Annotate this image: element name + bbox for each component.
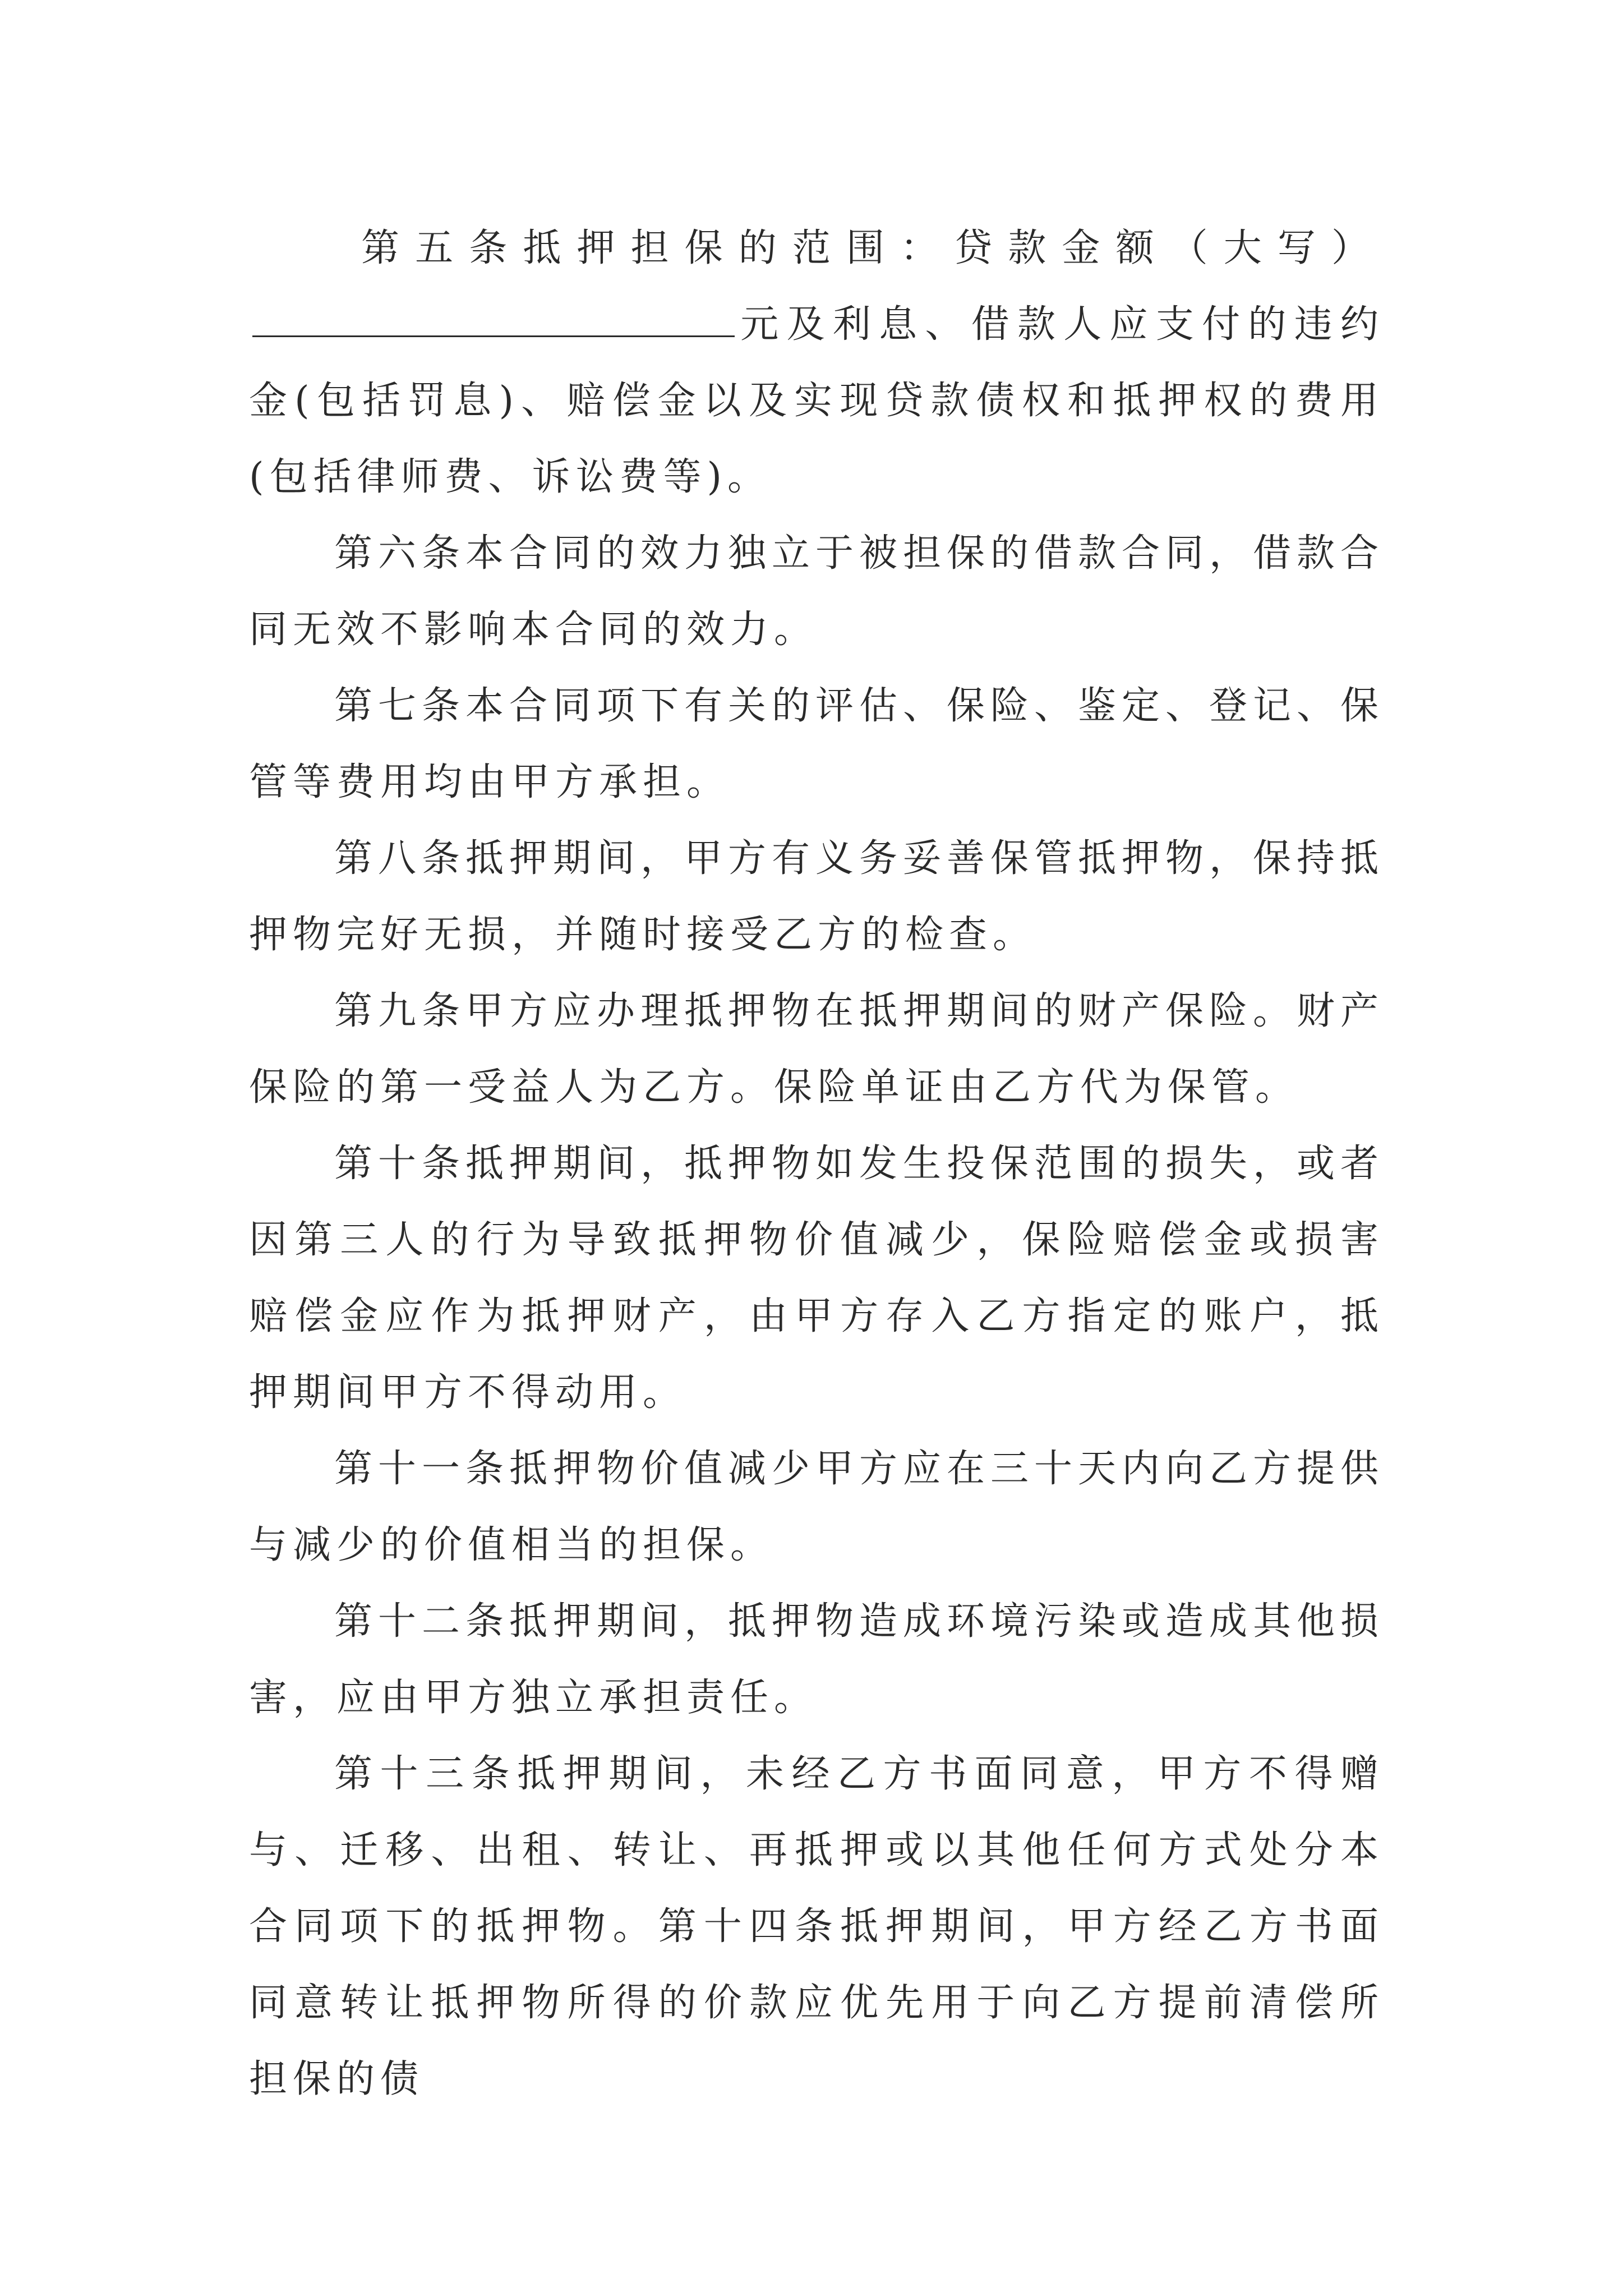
article-12-paragraph: 第十二条抵押期间，抵押物造成环境污染或造成其他损害，应由甲方独立承担责任。 [249, 1599, 1385, 1720]
article-5-text-start: 第五条抵押担保的范围：贷款金额（大写） [361, 226, 1384, 270]
article-9-paragraph: 第九条甲方应办理抵押物在抵押期间的财产保险。财产保险的第一受益人为乙方。保险单证由乙方代为保管。 [249, 989, 1385, 1110]
article-6-paragraph: 第六条本合同的效力独立于被担保的借款合同，借款合同无效不影响本合同的效力。 [249, 531, 1385, 652]
article-13-14-paragraph: 第十三条抵押期间，未经乙方书面同意，甲方不得赠与、迁移、出租、转让、再抵押或以其他任何方式处分本合同项下的抵押物。第十四条抵押期间，甲方经乙方书面同意转让抵押物所得的价款应优先用于向乙方提前清偿所担保的债 [249, 1752, 1384, 2101]
article-10-paragraph: 第十条抵押期间，抵押物如发生投保范围的损失，或者因第三人的行为导致抵押物价值减少，保险赔偿金或损害赔偿金应作为抵押财产，由甲方存入乙方指定的账户，抵押期间甲方不得动用。 [249, 1142, 1385, 1415]
article-11-paragraph: 第十一条抵押物价值减少甲方应在三十天内向乙方提供与减少的价值相当的担保。 [249, 1447, 1385, 1567]
article-7-paragraph: 第七条本合同项下有关的评估、保险、鉴定、登记、保管等费用均由甲方承担。 [249, 684, 1385, 804]
amount-blank-line [252, 302, 735, 337]
document-body [249, 210, 1384, 2118]
article-5-text-end: 元及利息、借款人应支付的违约金(包括罚息)、赔偿金以及实现贷款债权和抵押权的费用(包括律师费、诉讼费等)。 [249, 302, 1384, 499]
article-5-paragraph [249, 210, 1384, 516]
article-8-paragraph: 第八条抵押期间，甲方有义务妥善保管抵押物，保持抵押物完好无损，并随时接受乙方的检查。 [249, 836, 1385, 957]
